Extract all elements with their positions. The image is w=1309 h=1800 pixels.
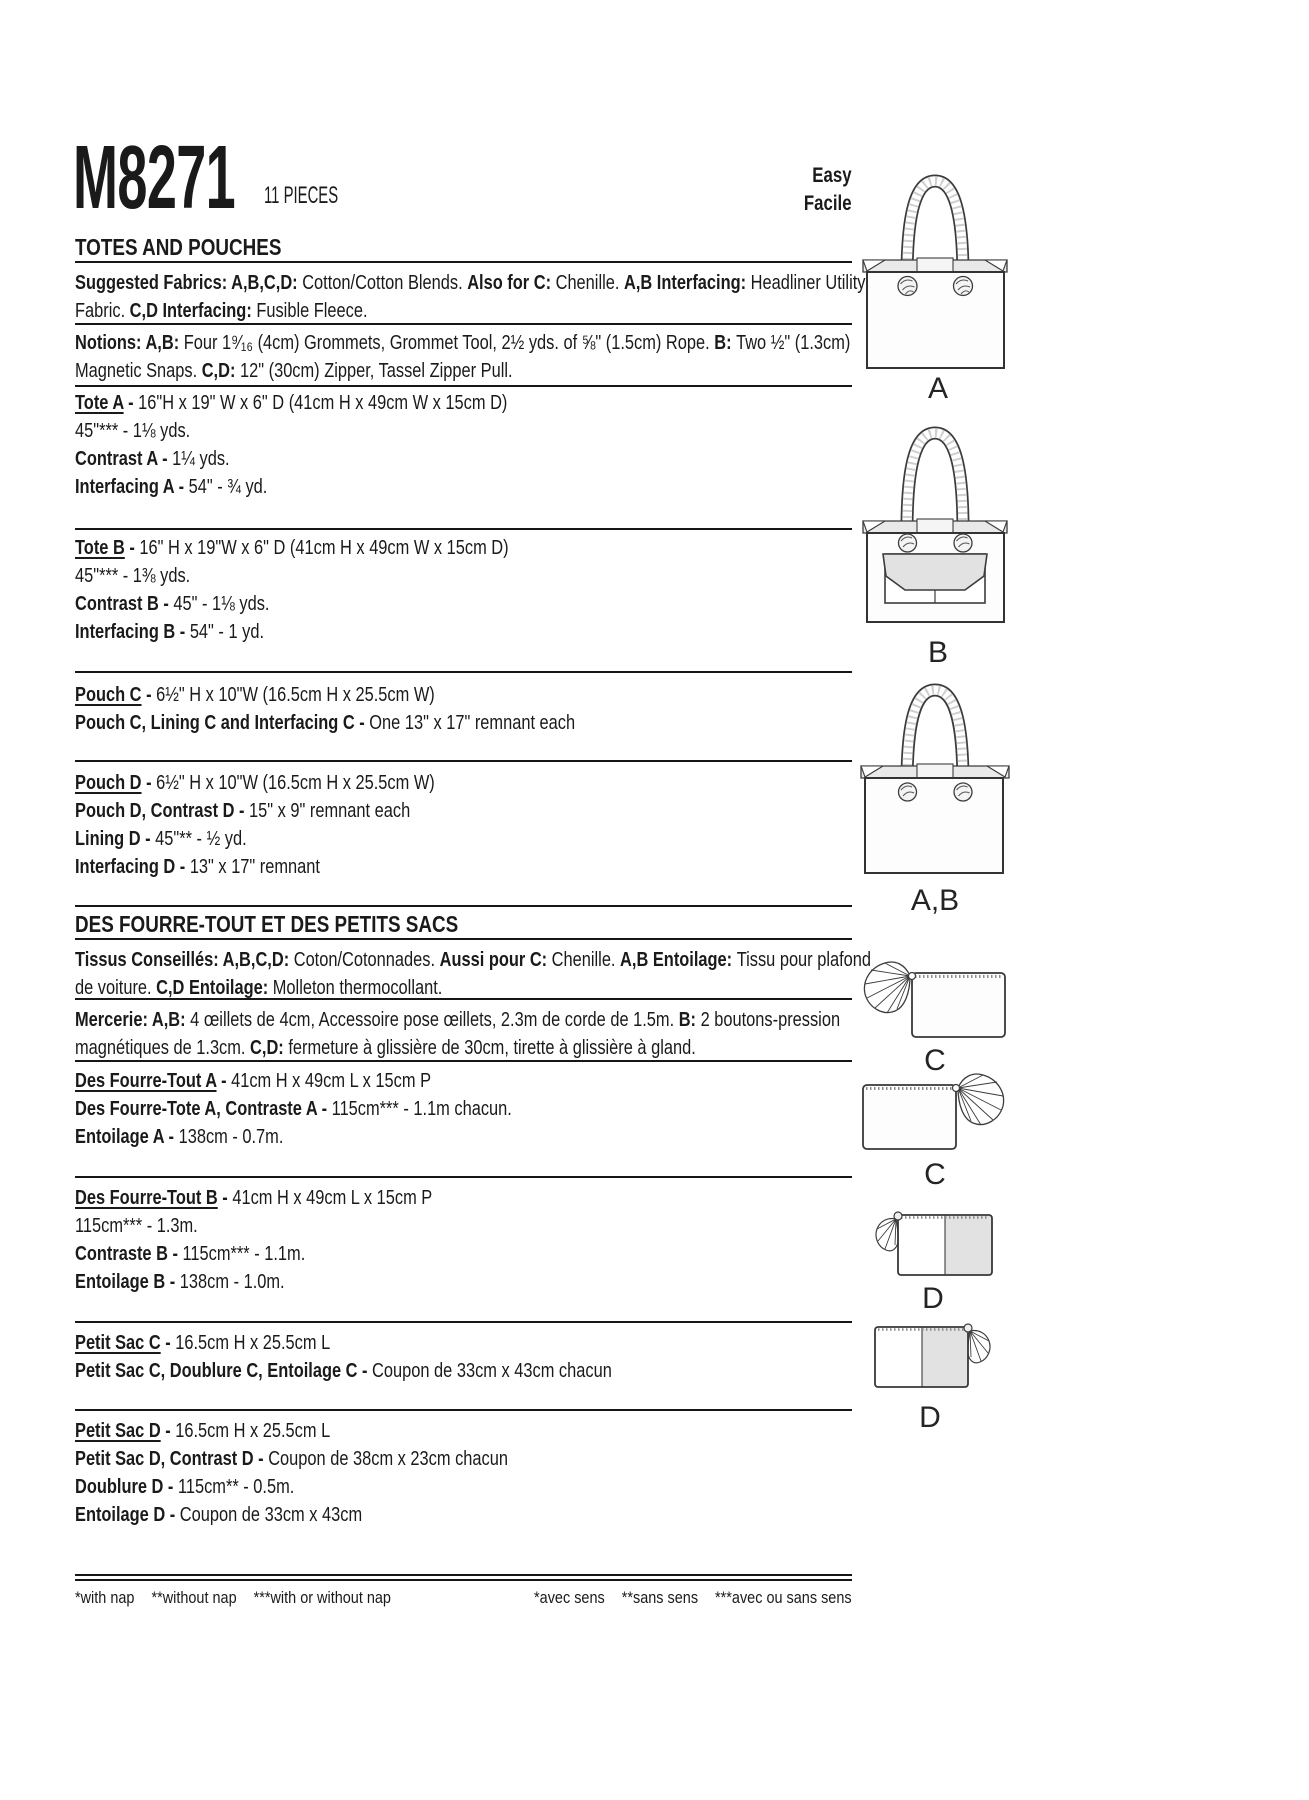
tassel-icon xyxy=(864,962,910,1013)
pouch-c-drawing xyxy=(855,958,1015,1050)
tassel-icon xyxy=(958,1074,1004,1125)
divider xyxy=(75,938,852,940)
spec-line: Des Fourre-Tout B - 41cm H x 49cm L x 15cm P xyxy=(75,1187,433,1209)
divider xyxy=(75,261,852,263)
bag-body xyxy=(865,778,1003,873)
spec-line: Pouch D, Contrast D - 15" x 9" remnant each xyxy=(75,800,411,822)
spec-line: Pouch C - 6½" H x 10"W (16.5cm H x 25.5cm W) xyxy=(75,684,435,706)
footnote-avec-ou-sans-sens: ***avec ou sans sens xyxy=(715,1588,852,1607)
spec-block-tote-a xyxy=(75,389,602,501)
grommet-knot-icon xyxy=(899,783,917,801)
contrast-panel xyxy=(922,1327,968,1387)
back-handle-base xyxy=(917,764,953,778)
spec-block-fourre-tout-b xyxy=(75,1184,511,1296)
spec-line: Petit Sac C - 16.5cm H x 25.5cm L xyxy=(75,1332,331,1354)
section-title-en: TOTES AND POUCHES xyxy=(75,234,282,260)
footnote-en xyxy=(75,1588,391,1608)
zipper-pull xyxy=(894,1212,902,1220)
pouch-body xyxy=(863,1085,956,1149)
view-label-d-back: D xyxy=(919,1401,941,1434)
pattern-number: M8271 xyxy=(73,128,236,228)
fabrics-line: Fabric. C,D Interfacing: Fusible Fleece. xyxy=(75,300,368,322)
view-label-c-back: C xyxy=(924,1158,946,1191)
spec-line: Pouch D - 6½" H x 10"W (16.5cm H x 25.5cm W) xyxy=(75,772,435,794)
spec-block-fourre-tout-a xyxy=(75,1067,608,1151)
rope-handle xyxy=(907,433,963,530)
view-label-b: B xyxy=(927,636,948,669)
pouch-c-back-drawing xyxy=(855,1070,1015,1162)
pouch-body xyxy=(912,973,1005,1037)
spec-line: Des Fourre-Tote A, Contraste A - 115cm*** - 1.1m chacun. xyxy=(75,1098,512,1120)
spec-line: 45"*** - 1⅜ yds. xyxy=(75,565,191,587)
spec-block-tote-b xyxy=(75,534,604,646)
pouch-d-drawing xyxy=(855,1203,1005,1285)
pieces-count: 11 PIECES xyxy=(264,182,339,209)
view-label-ab: A,B xyxy=(910,884,960,917)
bag-body xyxy=(867,272,1004,368)
zipper-pull xyxy=(909,973,916,980)
spec-line: Entoilage D - Coupon de 33cm x 43cm xyxy=(75,1504,363,1526)
spec-line: Lining D - 45"** - ½ yd. xyxy=(75,828,247,850)
spec-line: Doublure D - 115cm** - 0.5m. xyxy=(75,1476,295,1498)
spec-line: 115cm*** - 1.3m. xyxy=(75,1215,198,1237)
difficulty-rating xyxy=(804,162,852,218)
notions-line: Notions: A,B: Four 1⁹⁄₁₆ (4cm) Grommets, Grommet Tool, 2½ yds. of ⅝" (1.5cm) Rope. B: Two ½" (1.3cm) xyxy=(75,332,851,354)
mercerie-line: magnétiques de 1.3cm. C,D: fermeture à glissière de 30cm, tirette à glissière à gland. xyxy=(75,1037,696,1059)
divider xyxy=(75,385,852,387)
spec-block-petit-sac-d xyxy=(75,1417,603,1529)
spec-line: Interfacing A - 54" - ¾ yd. xyxy=(75,476,268,498)
tote-a-drawing xyxy=(855,170,1015,375)
divider xyxy=(75,323,852,325)
spec-line: Tote B - 16" H x 19"W x 6" D (41cm H x 49cm W x 15cm D) xyxy=(75,537,509,559)
difficulty-en: Easy xyxy=(812,164,852,187)
tote-ab-drawing xyxy=(855,682,1015,878)
spec-block-pouch-d xyxy=(75,769,514,881)
notions-line: Magnetic Snaps. C,D: 12" (30cm) Zipper, Tassel Zipper Pull. xyxy=(75,360,513,382)
spec-line: Petit Sac D, Contrast D - Coupon de 38cm x 23cm chacun xyxy=(75,1448,508,1470)
divider xyxy=(75,998,852,1000)
section-title-fr: DES FOURRE-TOUT ET DES PETITS SACS xyxy=(75,911,459,937)
difficulty-fr: Facile xyxy=(804,192,852,215)
grommet-knot-icon xyxy=(954,277,973,296)
view-label-d-front: D xyxy=(922,1282,944,1315)
tissus-line: de voiture. C,D Entoilage: Molleton thermocollant. xyxy=(75,977,443,999)
divider xyxy=(75,760,852,762)
zipper-pull xyxy=(953,1085,960,1092)
spec-line: Contrast A - 1¼ yds. xyxy=(75,448,230,470)
back-handle-base xyxy=(917,519,953,533)
divider xyxy=(75,1176,852,1178)
footnote-with-nap: *with nap xyxy=(75,1588,135,1607)
tote-b-drawing xyxy=(855,424,1015,629)
pocket-flap xyxy=(883,554,987,590)
divider xyxy=(75,1409,852,1411)
grommet-knot-icon xyxy=(954,783,972,801)
footnote-with-or-without-nap: ***with or without nap xyxy=(253,1588,391,1607)
divider xyxy=(75,671,852,673)
divider xyxy=(75,905,852,907)
grommet-knot-icon xyxy=(898,277,917,296)
spec-line: Interfacing D - 13" x 17" remnant xyxy=(75,856,320,878)
spec-line: Pouch C, Lining C and Interfacing C - One 13" x 17" remnant each xyxy=(75,712,576,734)
footer-divider xyxy=(75,1574,852,1581)
view-label-a: A xyxy=(927,372,948,405)
view-label-c-front: C xyxy=(924,1044,946,1077)
footnote-avec-sens: *avec sens xyxy=(534,1588,606,1607)
footnote-fr xyxy=(534,1588,852,1608)
back-handle-base xyxy=(917,258,953,272)
spec-line: Entoilage B - 138cm - 1.0m. xyxy=(75,1271,285,1293)
spec-line: Tote A - 16"H x 19" W x 6" D (41cm H x 49cm W x 15cm D) xyxy=(75,392,508,414)
pouch-d-back-drawing xyxy=(855,1316,1005,1398)
zipper-pull xyxy=(964,1324,972,1332)
grommet-knot-icon xyxy=(899,534,917,552)
footnote-without-nap: **without nap xyxy=(151,1588,237,1607)
tassel-icon xyxy=(876,1218,898,1250)
spec-line: Petit Sac C, Doublure C, Entoilage C - Coupon de 33cm x 43cm chacun xyxy=(75,1360,612,1382)
contrast-panel xyxy=(945,1215,992,1275)
spec-block-pouch-c xyxy=(75,681,685,737)
tassel-icon xyxy=(968,1330,990,1362)
grommet-knot-icon xyxy=(954,534,972,552)
spec-line: Des Fourre-Tout A - 41cm H x 49cm L x 15cm P xyxy=(75,1070,432,1092)
spec-line: Entoilage A - 138cm - 0.7m. xyxy=(75,1126,284,1148)
spec-block-petit-sac-c xyxy=(75,1329,730,1385)
spec-line: Petit Sac D - 16.5cm H x 25.5cm L xyxy=(75,1420,331,1442)
spec-line: 45"*** - 1⅛ yds. xyxy=(75,420,191,442)
mercerie-line: Mercerie: A,B: 4 œillets de 4cm, Accessoire pose œillets, 2.3m de corde de 1.5m. B: 2 boutons-pression xyxy=(75,1009,841,1031)
footnote-sans-sens: **sans sens xyxy=(622,1588,699,1607)
spec-line: Contrast B - 45" - 1⅛ yds. xyxy=(75,593,270,615)
spec-line: Interfacing B - 54" - 1 yd. xyxy=(75,621,265,643)
divider xyxy=(75,528,852,530)
spec-line: Contraste B - 115cm*** - 1.1m. xyxy=(75,1243,306,1265)
divider xyxy=(75,1060,852,1062)
divider xyxy=(75,1321,852,1323)
tissus-line: Tissus Conseillés: A,B,C,D: Coton/Cotonnades. Aussi pour C: Chenille. A,B Entoilage: Tissu pour plafond xyxy=(75,949,872,971)
fabrics-line: Suggested Fabrics: A,B,C,D: Cotton/Cotton Blends. Also for C: Chenille. A,B Interfacing: Headliner Utility xyxy=(75,272,866,294)
